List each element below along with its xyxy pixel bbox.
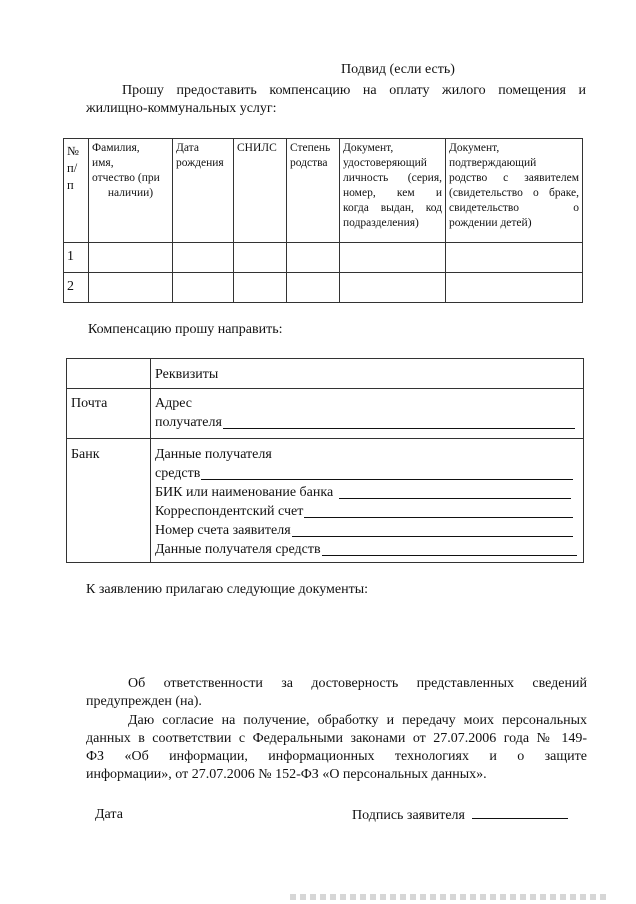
header-identity-doc	[340, 139, 446, 243]
responsibility-line-2: предупрежден (на).	[86, 694, 202, 709]
table-cell[interactable]	[287, 243, 340, 273]
header-text: рождения	[176, 157, 224, 169]
table-cell	[67, 389, 151, 439]
recipient-data-blank[interactable]	[322, 542, 577, 556]
header-text: рождении детей)	[449, 217, 532, 229]
consent-line-4: информации», от 27.07.2006 № 152-ФЗ «О персональных данных».	[86, 767, 487, 782]
header-text: родство с заявителем	[449, 172, 579, 184]
consent-line-2: данных в соответствии с Федеральными законами от 27.07.2006 года № 149-	[86, 731, 587, 746]
requisites-table	[66, 358, 584, 563]
row-number-text: 2	[67, 279, 74, 294]
recipient-blank[interactable]	[223, 415, 575, 429]
header-fullname	[89, 139, 173, 243]
header-text: №	[67, 144, 79, 158]
header-birthdate	[173, 139, 234, 243]
corr-account-label: Корреспондентский счет	[155, 504, 304, 519]
header-text: личность (серия,	[343, 172, 442, 184]
header-text: СНИЛС	[237, 142, 277, 154]
header-text: подтверждающий	[449, 157, 537, 169]
account-label: Номер счета заявителя	[155, 523, 291, 538]
recipient-data-3-label: Данные получателя средств	[155, 542, 321, 557]
account-field[interactable]	[155, 521, 573, 540]
table-cell[interactable]	[234, 243, 287, 273]
recipient-data-field[interactable]	[155, 540, 577, 559]
post-label: Почта	[71, 396, 108, 411]
payment-direction-label: Компенсацию прошу направить:	[88, 322, 283, 337]
header-text: наличии)	[107, 187, 154, 199]
funds-blank[interactable]	[201, 466, 573, 480]
table-cell[interactable]	[89, 273, 173, 303]
table-cell[interactable]	[446, 273, 583, 303]
header-text: Степень	[290, 142, 331, 154]
date-label: Дата	[95, 807, 123, 822]
header-text: родства	[290, 157, 328, 169]
corr-account-field[interactable]	[155, 502, 573, 521]
consent-line-3: ФЗ «Об информации, информационных технологиях и о защите	[86, 749, 587, 764]
family-table-header	[64, 139, 583, 243]
funds-label: средств	[155, 466, 201, 481]
funds-field[interactable]	[155, 464, 573, 483]
address-label: Адрес	[155, 396, 193, 411]
header-text: п	[67, 178, 74, 192]
table-cell	[151, 389, 584, 439]
header-snils	[234, 139, 287, 243]
table-cell[interactable]	[340, 243, 446, 273]
header-kinship-doc	[446, 139, 583, 243]
family-table	[63, 138, 583, 303]
bik-blank[interactable]	[339, 485, 571, 499]
table-cell[interactable]	[340, 273, 446, 303]
table-row	[64, 243, 583, 273]
recipient-data-label: Данные получателя	[155, 447, 272, 462]
requisites-header: Реквизиты	[155, 367, 219, 382]
table-cell[interactable]	[89, 243, 173, 273]
header-text: Дата	[176, 142, 199, 154]
header-text: удостоверяющий	[343, 157, 427, 169]
request-line-2: жилищно-коммунальных услуг:	[86, 101, 277, 116]
bank-row	[67, 439, 584, 563]
header-text: отчество (при	[92, 172, 160, 184]
header-text: Фамилия,	[92, 142, 140, 154]
scan-artifact	[290, 894, 606, 900]
header-text: свидетельство о	[449, 202, 579, 214]
bik-label: БИК или наименование банка	[155, 485, 334, 500]
request-line-1: Прошу предоставить компенсацию на оплату жилого помещения и	[122, 83, 586, 98]
signature-blank[interactable]	[472, 805, 568, 819]
recipient-field[interactable]	[155, 413, 575, 432]
post-row	[67, 389, 584, 439]
header-kinship	[287, 139, 340, 243]
header-text: (свидетельство о браке,	[449, 187, 579, 199]
consent-line-1: Даю согласие на получение, обработку и передачу моих персональных	[128, 713, 587, 728]
signature-label: Подпись заявителя	[352, 808, 465, 823]
responsibility-line-1: Об ответственности за достоверность представленных сведений	[128, 676, 587, 691]
table-cell[interactable]	[234, 273, 287, 303]
attachments-label: К заявлению прилагаю следующие документы:	[86, 582, 369, 597]
account-blank[interactable]	[292, 523, 573, 537]
header-text: Документ,	[449, 142, 500, 154]
corr-account-blank[interactable]	[304, 504, 573, 518]
table-row	[64, 273, 583, 303]
table-cell[interactable]	[173, 243, 234, 273]
header-number	[64, 139, 89, 243]
header-text: имя,	[92, 157, 114, 169]
header-text: когда выдан, код	[343, 202, 442, 214]
bik-field[interactable]	[155, 483, 571, 502]
row-number	[64, 273, 89, 303]
table-cell[interactable]	[446, 243, 583, 273]
table-cell	[151, 439, 584, 563]
table-cell[interactable]	[287, 273, 340, 303]
row-number	[64, 243, 89, 273]
subtype-label: Подвид (если есть)	[341, 62, 455, 77]
header-text: Документ,	[343, 142, 394, 154]
row-number-text: 1	[67, 249, 74, 264]
recipient-label: получателя	[155, 415, 222, 430]
table-cell	[67, 359, 151, 389]
table-cell	[151, 359, 584, 389]
table-cell[interactable]	[173, 273, 234, 303]
signature-field[interactable]	[352, 805, 568, 825]
header-text: подразделения)	[343, 217, 419, 229]
bank-label: Банк	[71, 447, 100, 462]
table-cell	[67, 439, 151, 563]
header-text: п/	[67, 161, 78, 175]
header-text: номер, кем и	[343, 187, 442, 199]
requisites-header-row	[67, 359, 584, 389]
